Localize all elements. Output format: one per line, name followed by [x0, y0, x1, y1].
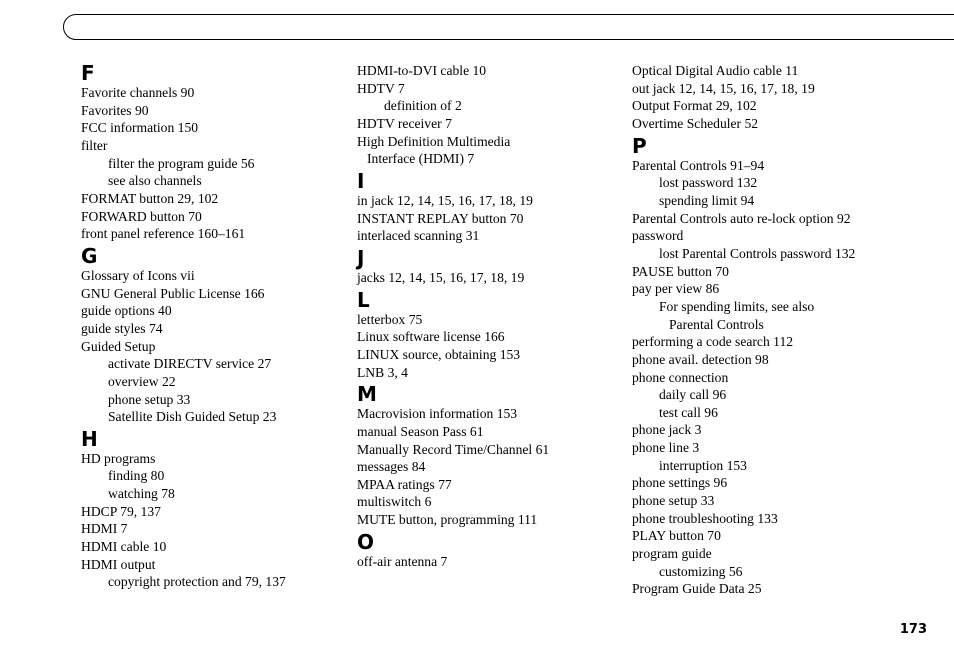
index-letter-heading: O: [357, 529, 375, 554]
index-entry: phone setup 33: [632, 493, 715, 509]
index-letter-heading: M: [357, 382, 377, 407]
index-entry: INSTANT REPLAY button 70: [357, 210, 524, 226]
page-number: 173: [899, 622, 927, 637]
index-entry: interlaced scanning 31: [357, 228, 480, 244]
index-entry: Parental Controls 91–94: [632, 157, 765, 173]
index-entry: HD programs: [81, 450, 156, 466]
index-entry: LNB 3, 4: [357, 364, 408, 380]
index-entry: HDTV 7: [357, 80, 405, 96]
index-entry: FCC information 150: [81, 120, 199, 136]
index-entry: guide options 40: [81, 303, 172, 319]
index-entry: phone jack 3: [632, 422, 702, 438]
header-rule: [63, 14, 954, 40]
index-entry: Macrovision information 153: [357, 406, 518, 422]
index-entry: manual Season Pass 61: [357, 423, 484, 439]
index-entry: FORWARD button 70: [81, 208, 202, 224]
index-subentry: watching 78: [108, 486, 175, 502]
index-column-3: [632, 62, 902, 598]
index-entry: HDMI output: [81, 556, 156, 572]
index-entry: Output Format 29, 102: [632, 98, 757, 114]
index-entry: GNU General Public License 166: [81, 285, 265, 301]
index-subentry: overview 22: [108, 373, 176, 389]
index-entry: FORMAT button 29, 102: [81, 190, 219, 206]
index-entry: messages 84: [357, 459, 426, 475]
index-subentry: For spending limits, see also: [659, 298, 815, 314]
index-letter-heading: P: [632, 133, 647, 158]
index-entry: Linux software license 166: [357, 329, 505, 345]
index-entry: High Definition Multimedia: [357, 133, 511, 149]
index-entry: MPAA ratings 77: [357, 476, 452, 492]
index-entry: password: [632, 228, 684, 244]
index-entry: in jack 12, 14, 15, 16, 17, 18, 19: [357, 192, 533, 208]
index-entry: HDMI 7: [81, 521, 128, 537]
index-entry: Favorites 90: [81, 102, 149, 118]
index-subentry: lost password 132: [659, 175, 758, 191]
index-entry: pay per view 86: [632, 281, 720, 297]
index-entry: HDTV receiver 7: [357, 115, 452, 131]
index-subentry: spending limit 94: [659, 192, 755, 208]
index-entry: phone line 3: [632, 440, 700, 456]
index-entry: filter: [81, 137, 108, 153]
index-subentry: Interface (HDMI) 7: [367, 151, 475, 167]
index-entry: letterbox 75: [357, 311, 423, 327]
index-letter-heading: I: [357, 168, 365, 193]
index-entry: PAUSE button 70: [632, 263, 729, 279]
index-entry: HDCP 79, 137: [81, 503, 161, 519]
index-entry: front panel reference 160–161: [81, 226, 246, 242]
index-entry: out jack 12, 14, 15, 16, 17, 18, 19: [632, 80, 815, 96]
index-subentry: Parental Controls: [669, 316, 764, 332]
index-subentry: customizing 56: [659, 563, 743, 579]
index-entry: Overtime Scheduler 52: [632, 115, 759, 131]
index-entry: off-air antenna 7: [357, 553, 448, 569]
index-subentry: daily call 96: [659, 387, 727, 403]
index-entry: phone connection: [632, 369, 729, 385]
index-entry: phone settings 96: [632, 475, 728, 491]
index-subentry: lost Parental Controls password 132: [659, 245, 856, 261]
index-entry: HDMI-to-DVI cable 10: [357, 63, 487, 78]
index-entry: performing a code search 112: [632, 334, 794, 350]
index-subentry: definition of 2: [384, 98, 462, 114]
index-entry: LINUX source, obtaining 153: [357, 346, 521, 362]
index-letter-heading: H: [81, 426, 98, 451]
index-subentry: test call 96: [659, 404, 718, 420]
index-letter-heading: G: [81, 243, 98, 268]
index-entry: multiswitch 6: [357, 494, 432, 510]
index-subentry: activate DIRECTV service 27: [108, 356, 272, 372]
index-entry: PLAY button 70: [632, 528, 721, 544]
index-subentry: see also channels: [108, 173, 202, 189]
index-entry: HDMI cable 10: [81, 539, 167, 555]
index-subentry: phone setup 33: [108, 391, 191, 407]
index-entry: Glossary of Icons vii: [81, 267, 195, 283]
index-subentry: filter the program guide 56: [108, 155, 255, 171]
index-subentry: copyright protection and 79, 137: [108, 574, 286, 590]
index-entry: phone troubleshooting 133: [632, 510, 778, 526]
index-letter-heading: J: [357, 245, 365, 270]
index-entry: Program Guide Data 25: [632, 581, 762, 597]
index-subentry: interruption 153: [659, 457, 747, 473]
index-entry: Favorite channels 90: [81, 85, 195, 100]
index-entry: phone avail. detection 98: [632, 351, 769, 367]
index-entry: Manually Record Time/Channel 61: [357, 441, 550, 457]
index-column-1: [81, 62, 351, 591]
index-subentry: Satellite Dish Guided Setup 23: [108, 409, 277, 425]
index-entry: Parental Controls auto re-lock option 92: [632, 210, 851, 226]
index-letter-heading: L: [357, 287, 370, 312]
index-subentry: finding 80: [108, 468, 165, 484]
index-entry: Guided Setup: [81, 338, 156, 354]
index-entry: program guide: [632, 546, 712, 562]
index-letter-heading: F: [81, 61, 95, 85]
index-entry: guide styles 74: [81, 320, 163, 336]
index-entry: jacks 12, 14, 15, 16, 17, 18, 19: [357, 269, 525, 285]
index-column-2: [357, 62, 627, 570]
index-entry: Optical Digital Audio cable 11: [632, 63, 799, 78]
index-entry: MUTE button, programming 111: [357, 512, 538, 528]
